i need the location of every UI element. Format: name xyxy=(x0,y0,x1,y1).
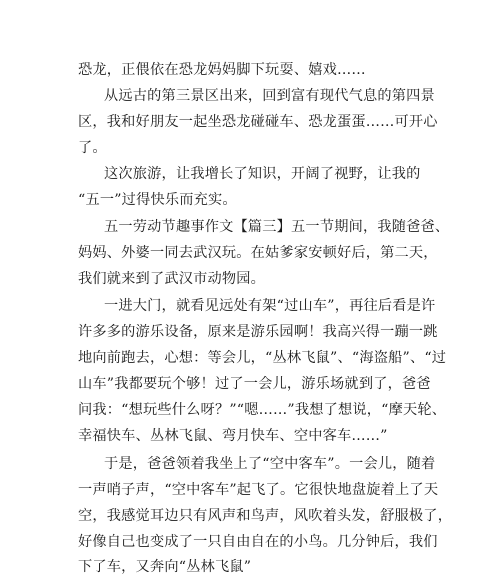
text-line-17: 一声哨子声，“空中客车”起飞了。它很快地盘旋着上了天 xyxy=(78,482,439,498)
text-line-1: 恐龙，正偎依在恐龙妈妈脚下玩耍、嬉戏…… xyxy=(78,62,366,78)
text-line-7: 五一劳动节趣事作文【篇三】五一节期间，我随爸爸、 xyxy=(104,219,450,235)
text-line-13: 山车”我都要玩个够！过了一会儿，游乐场就到了，爸爸 xyxy=(78,376,431,392)
text-line-2: 从远古的第三景区出来，回到富有现代气息的第四景 xyxy=(104,88,435,104)
text-line-12: 地向前跑去，心想：等会儿，“丛林飞鼠”、“海盗船”、“过 xyxy=(78,350,447,366)
text-line-18: 空，我感觉耳边只有风声和鸟声，风吹着头发，舒服极了， xyxy=(78,508,453,524)
text-line-15: 幸福快车、丛林飞鼠、弯月快车、空中客车……” xyxy=(78,428,388,444)
text-line-4: 了。 xyxy=(78,140,107,156)
text-line-20: 下了车，又奔向“丛林飞鼠” xyxy=(78,559,252,575)
text-line-6: “五一”过得快乐而充实。 xyxy=(78,192,237,208)
text-line-5: 这次旅游，让我增长了知识，开阔了视野，让我的 xyxy=(104,166,421,182)
text-line-16: 于是，爸爸领着我坐上了“空中客车”。一会儿，随着 xyxy=(104,456,436,472)
text-line-10: 一进大门，就看见远处有架“过山车”，再往后看是许 xyxy=(104,298,436,314)
text-line-14: 问我：“想玩些什么呀？”“嗯……”我想了想说，“摩天轮、 xyxy=(78,402,447,418)
text-line-11: 许多多的游乐设备，原来是游乐园啊！我高兴得一蹦一跳 xyxy=(78,324,438,340)
text-line-3: 区，我和好朋友一起坐恐龙碰碰车、恐龙蛋蛋……可开心 xyxy=(78,114,438,130)
text-line-9: 我们就来到了武汉市动物园。 xyxy=(78,271,266,287)
text-line-19: 好像自己也变成了一只自由自在的小鸟。几分钟后，我们 xyxy=(78,534,438,550)
text-line-8: 妈妈、外婆一同去武汉玩。在姑爹家安顿好后，第二天， xyxy=(78,245,438,261)
